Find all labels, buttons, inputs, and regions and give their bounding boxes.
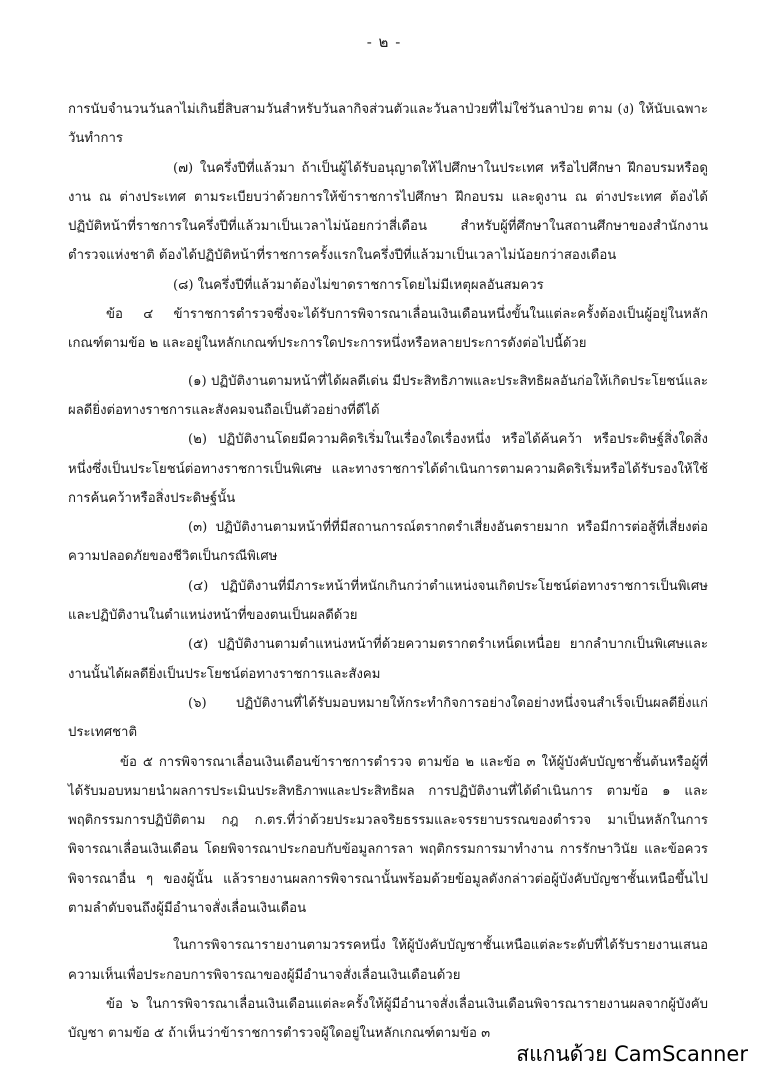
paragraph-clause-4-item-2: (๒) ปฏิบัติงานโดยมีความคิดริเริ่มในเรื่องใดเรื่องหนึ่ง หรือได้ค้นคว้า หรือประดิษฐ์สิ่งใดสิ่งหนึ่งซึ่งเป็นประโยชน์ต่อทางราชการเป็นพิเศษ และทางราชการได้ดำเนินการตามความคิดริเริ่มหรือได้รับรองให้ใช้การค้นคว้าหรือสิ่งประดิษฐ์นั้น (68, 432, 708, 506)
scanner-watermark: สแกนด้วย CamScanner (516, 1042, 748, 1066)
paragraph-clause-4-item-1: (๑) ปฏิบัติงานตามหน้าที่ได้ผลดีเด่น มีประสิทธิภาพและประสิทธิผลอันก่อให้เกิดประโยชน์และผลดียิ่งต่อทางราชการและสังคมจนถือเป็นตัวอย่างที่ดีได้ (68, 373, 708, 418)
paragraph-clause-4: ข้อ ๔ ข้าราชการตำรวจซึ่งจะได้รับการพิจารณาเลื่อนเงินเดือนหนึ่งขั้นในแต่ละครั้งต้องเป็นผู้อยู่ในหลักเกณฑ์ตามข้อ ๒ และอยู่ในหลักเกณฑ์ประการใดประการหนึ่งหรือหลายประการดังต่อไปนี้ด้วย (68, 307, 708, 352)
paragraph-item-7: (๗) ในครึ่งปีที่แล้วมา ถ้าเป็นผู้ได้รับอนุญาตให้ไปศึกษาในประเทศ หรือไปศึกษา ฝึกอบรมหรือดูงาน ณ ต่างประเทศ ตามระเบียบว่าด้วยการให้ข้าราชการไปศึกษา ฝึกอบรม และดูงาน ณ ต่างประเทศ ต้องได้ปฏิบัติหน้าที่ราชการในครึ่งปีที่แล้วมาเป็นเวลาไม่น้อยกว่าสี่เดือน สำหรับผู้ที่ศึกษาในสถานศึกษาของสำนักงานตำรวจแห่งชาติ ต้องได้ปฏิบัติหน้าที่ราชการครั้งแรกในครึ่งปีที่แล้วมาเป็นเวลาไม่น้อยกว่าสองเดือน (68, 160, 708, 264)
paragraph-item-8: (๘) ในครึ่งปีที่แล้วมาต้องไม่ขาดราชการโดยไม่มีเหตุผลอันสมควร (173, 277, 544, 293)
paragraph-clause-4-item-6: (๖) ปฏิบัติงานที่ได้รับมอบหมายให้กระทำกิจการอย่างใดอย่างหนึ่งจนสำเร็จเป็นผลดียิ่งแก่ประเทศชาติ (68, 695, 708, 741)
paragraph-continuation: การนับจำนวนวันลาไม่เกินยี่สิบสามวันสำหรับวันลากิจส่วนตัวและวันลาป่วยที่ไม่ใช่วันลาป่วย ตาม (ง) ให้นับเฉพาะวันทำการ (68, 102, 708, 147)
page-number: - ๒ - (366, 33, 402, 51)
paragraph-clause-5-para-2: ในการพิจารณารายงานตามวรรคหนึ่ง ให้ผู้บังคับบัญชาชั้นเหนือแต่ละระดับที่ได้รับรายงานเสนอความเห็นเพื่อประกอบการพิจารณาของผู้มีอำนาจสั่งเลื่อนเงินเดือนด้วย (68, 938, 708, 983)
paragraph-clause-4-item-4: (๔) ปฏิบัติงานที่มีภาระหน้าที่หนักเกินกว่าตำแหน่งจนเกิดประโยชน์ต่อทางราชการเป็นพิเศษ และปฏิบัติงานในตำแหน่งหน้าที่ของตนเป็นผลดีด้วย (68, 578, 708, 624)
paragraph-clause-4-item-3: (๓) ปฏิบัติงานตามหน้าที่ที่มีสถานการณ์ตรากตรำเสี่ยงอันตรายมาก หรือมีการต่อสู้ที่เสี่ยงต่อความปลอดภัยของชีวิตเป็นกรณีพิเศษ (68, 520, 708, 565)
document-body (68, 95, 708, 1049)
paragraph-clause-6: ข้อ ๖ ในการพิจารณาเลื่อนเงินเดือนแต่ละครั้งให้ผู้มีอำนาจสั่งเลื่อนเงินเดือนพิจารณารายงานผลจากผู้บังคับบัญชา ตามข้อ ๕ ถ้าเห็นว่าข้าราชการตำรวจผู้ใดอยู่ในหลักเกณฑ์ตามข้อ ๓ (68, 996, 708, 1042)
paragraph-clause-4-item-5: (๕) ปฏิบัติงานตามตำแหน่งหน้าที่ด้วยความตรากตรำเหน็ดเหนื่อย ยากลำบากเป็นพิเศษและงานนั้นได้ผลดียิ่งเป็นประโยชน์ต่อทางราชการและสังคม (68, 637, 708, 682)
paragraph-clause-5: ข้อ ๕ การพิจารณาเลื่อนเงินเดือนข้าราชการตำรวจ ตามข้อ ๒ และข้อ ๓ ให้ผู้บังคับบัญชาชั้นต้นหรือผู้ที่ได้รับมอบหมายนำผลการประเมินประสิทธิภาพและประสิทธิผล การปฏิบัติงานที่ได้ดำเนินการ ตามข้อ ๑ และพฤติกรรมการปฏิบัติตาม กฎ ก.ตร.ที่ว่าด้วยประมวลจริยธรรมและจรรยาบรรณของตำรวจ มาเป็นหลักในการพิจารณาเลื่อนเงินเดือน โดยพิจารณาประกอบกับข้อมูลการลา พฤติกรรมการมาทำงาน การรักษาวินัย และข้อควรพิจารณาอื่น ๆ ของผู้นั้น แล้วรายงานผลการพิจารณานั้นพร้อมด้วยข้อมูลดังกล่าวต่อผู้บังคับบัญชาชั้นเหนือขึ้นไปตามลำดับจนถึงผู้มีอำนาจสั่งเลื่อนเงินเดือน (68, 754, 708, 917)
